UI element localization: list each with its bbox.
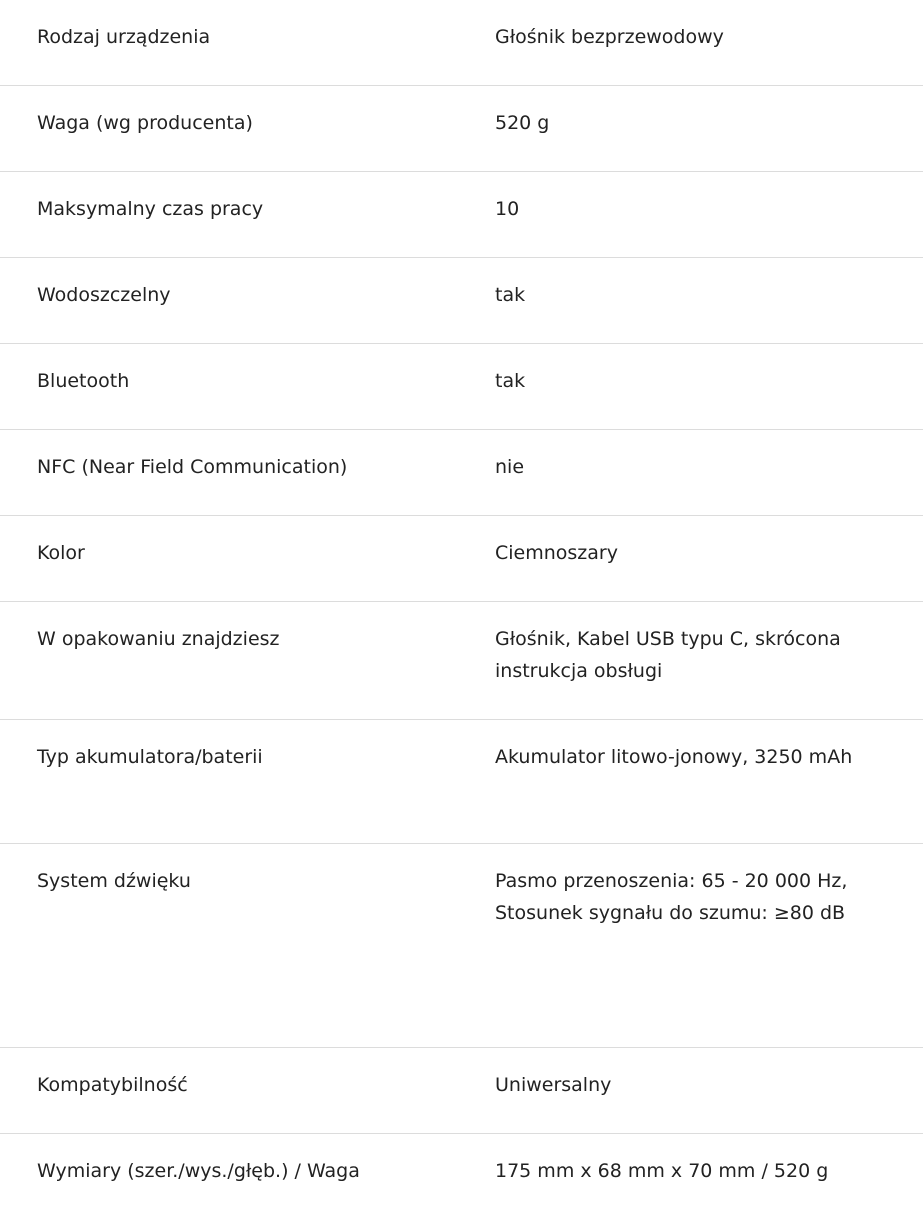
spec-value: 10 [495,172,923,258]
spec-label: Rodzaj urządzenia [0,0,495,86]
spec-value: Głośnik bezprzewodowy [495,0,923,86]
spec-row-battery-type [0,720,923,844]
spec-value: Pasmo przenoszenia: 65 - 20 000 Hz, Stosunek sygnału do szumu: ≥80 dB [495,844,923,1048]
spec-label: Kolor [0,516,495,602]
spec-value: nie [495,430,923,516]
spec-label: Waga (wg producenta) [0,86,495,172]
spec-row-package-contents [0,602,923,720]
spec-label: Maksymalny czas pracy [0,172,495,258]
spec-label: Bluetooth [0,344,495,430]
spec-row-compatibility [0,1048,923,1134]
spec-value: Akumulator litowo-jonowy, 3250 mAh [495,720,923,844]
spec-row-sound-system [0,844,923,1048]
spec-row-waterproof [0,258,923,344]
spec-label: System dźwięku [0,844,495,1048]
spec-value: Ciemnoszary [495,516,923,602]
spec-value: Uniwersalny [495,1048,923,1134]
spec-row-dimensions [0,1134,923,1219]
spec-label: Kompatybilność [0,1048,495,1134]
spec-row-device-type [0,0,923,86]
spec-row-nfc [0,430,923,516]
spec-value: tak [495,258,923,344]
spec-row-color [0,516,923,602]
spec-value: 520 g [495,86,923,172]
spec-label: NFC (Near Field Communication) [0,430,495,516]
spec-row-weight [0,86,923,172]
spec-value: Głośnik, Kabel USB typu C, skrócona instrukcja obsługi [495,602,923,720]
spec-label: Typ akumulatora/baterii [0,720,495,844]
spec-label: W opakowaniu znajdziesz [0,602,495,720]
spec-value: tak [495,344,923,430]
spec-label: Wodoszczelny [0,258,495,344]
spec-label: Wymiary (szer./wys./głęb.) / Waga [0,1134,495,1219]
spec-value: 175 mm x 68 mm x 70 mm / 520 g [495,1134,923,1219]
spec-row-bluetooth [0,344,923,430]
spec-row-max-runtime [0,172,923,258]
